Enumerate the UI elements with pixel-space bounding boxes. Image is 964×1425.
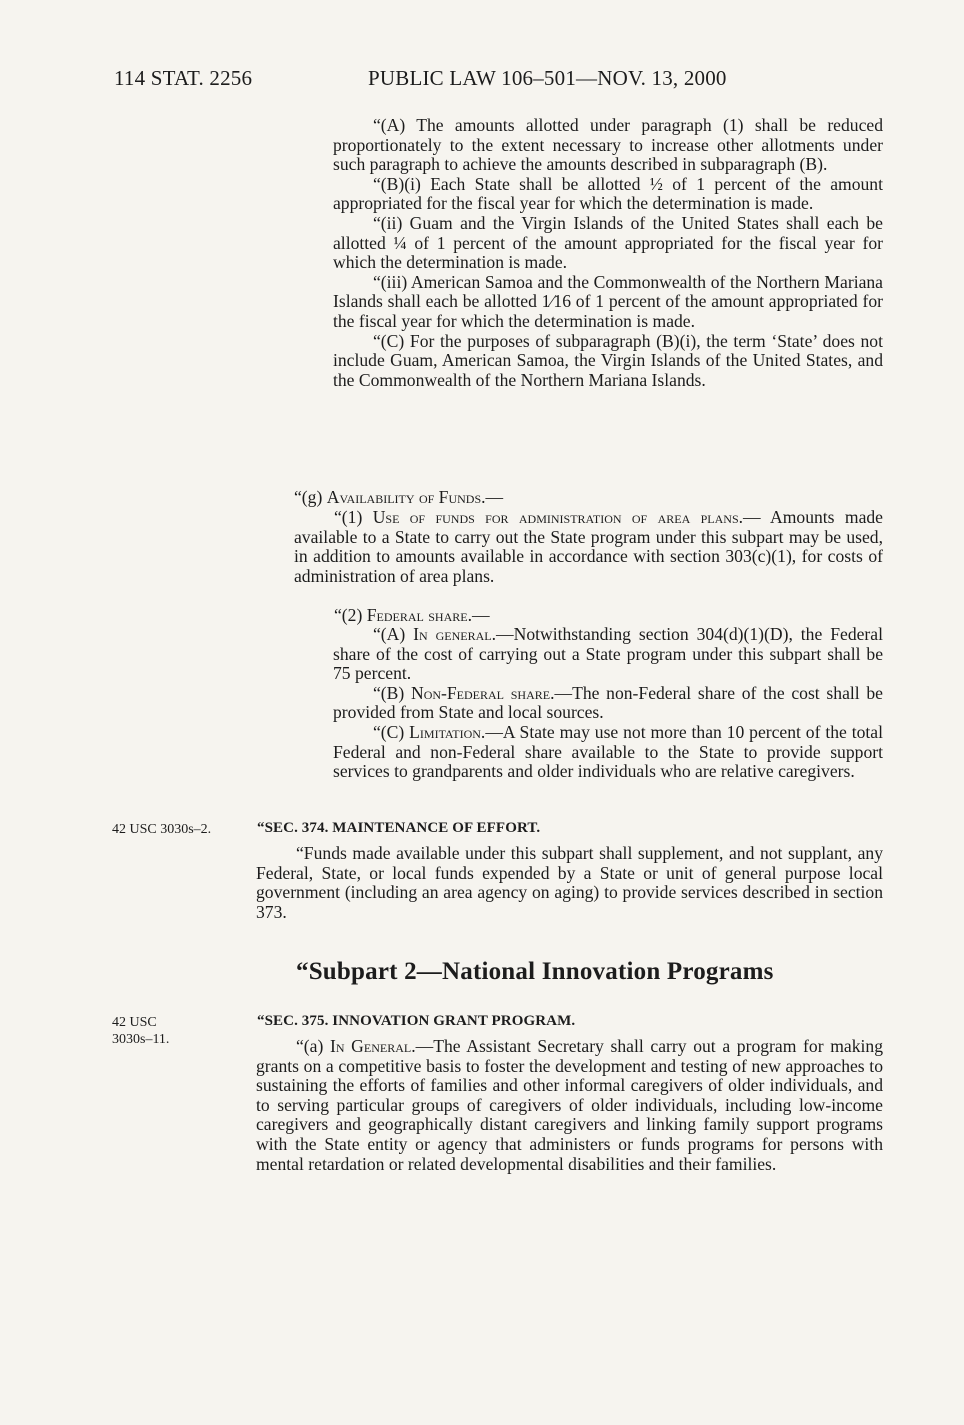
g2-a: “(A) In general.—Notwithstanding section 304(d)(1)(D), the Federal share of the cost of carrying out a State program under this subpart shall be 75 percent. [333,624,883,684]
paragraph-iii: “(iii) American Samoa and the Commonwealth of the Northern Mariana Islands shall each be allotted 1⁄16 of 1 percent of the amount appropriated for the fiscal year for which the determination is made. [333,271,883,331]
section-375-body [256,1037,883,1174]
running-header: PUBLIC LAW 106–501—NOV. 13, 2000 [368,66,727,90]
margin-note-374: 42 USC 3030s–2. [112,822,212,837]
section-374-heading: “SEC. 374. MAINTENANCE OF EFFORT. [257,820,541,836]
g-paragraph-2-subparagraphs [333,625,883,782]
g-heading: “(g) Availability of Funds.— [294,487,504,507]
g-paragraph-1: “(1) Use of funds for administration of area plans.— Amounts made available to a State to carry out the State program under this subpart may be used, in addition to amounts available in accordance with section 303(c)(1), for costs of administration of area plans. [294,507,883,586]
section-374-text: “Funds made available under this subpart shall supplement, and not supplant, any Federal, State, or local funds expended by a State or unit of general purpose local government (including an area agency on aging) to provide services described in section 373. [256,843,883,922]
g-paragraph-2-heading: “(2) Federal share.— [334,605,490,625]
g1-heading: Use of funds for administration of area plans.— [372,507,761,527]
g-heading-text: Availability of Funds.— [326,487,504,507]
section-375-a: “(a) In General.—The Assistant Secretary shall carry out a program for making grants on a competitive basis to foster the development and testing of new approaches to sustaining the efforts of families and other informal caregivers of older individuals, and to serving particular groups of caregivers of older individuals, including low-income caregivers and geographically distant caregivers and linking family support programs with the State entity or agency that administers or funds programs for persons with mental retardation or related developmental disabilities and their families. [256,1036,884,1174]
subpart-2-title: “Subpart 2—National Innovation Programs [296,958,774,985]
paragraph-ii: “(ii) Guam and the Virgin Islands of the United States shall each be allotted ¼ of 1 percent of the amount appropriated for the fiscal year for which the determination is made. [333,212,883,273]
g2-c: “(C) Limitation.—A State may use not more than 10 percent of the total Federal and non-Federal share available to the State to provide support services to grandparents and older individuals who are relative caregivers. [333,721,883,782]
section-375-heading: “SEC. 375. INNOVATION GRANT PROGRAM. [257,1013,576,1029]
g1-text: Amounts made available to a State to carry out the State program under this subpart may be used, in addition to amounts available in accordance with section 303(c)(1), for costs of administration of area plans. [294,507,883,586]
paragraph-c: “(C) For the purposes of subparagraph (B)(i), the term ‘State’ does not include Guam, American Samoa, the Virgin Islands of the United States, and the Commonwealth of the Northern Mariana Islands. [333,330,883,390]
section-374-body [256,844,883,922]
stat-page-number: 114 STAT. 2256 [114,66,253,90]
g2-b: “(B) Non-Federal share.—The non-Federal share of the cost shall be provided from State and local sources. [333,682,883,723]
g2-heading: Federal share.— [366,605,490,625]
paragraph-b-i: “(B)(i) Each State shall be allotted ½ of 1 percent of the amount appropriated for the fiscal year for which the determination is made. [333,173,883,214]
paragraph-a: “(A) The amounts allotted under paragraph (1) shall be reduced proportionately to the extent necessary to increase other allotments under such paragraph to achieve the amounts described in subparagraph (B). [333,115,883,175]
margin-note-375: 42 USC 3030s–11. [112,1015,170,1047]
allotment-subparagraphs [333,116,883,390]
